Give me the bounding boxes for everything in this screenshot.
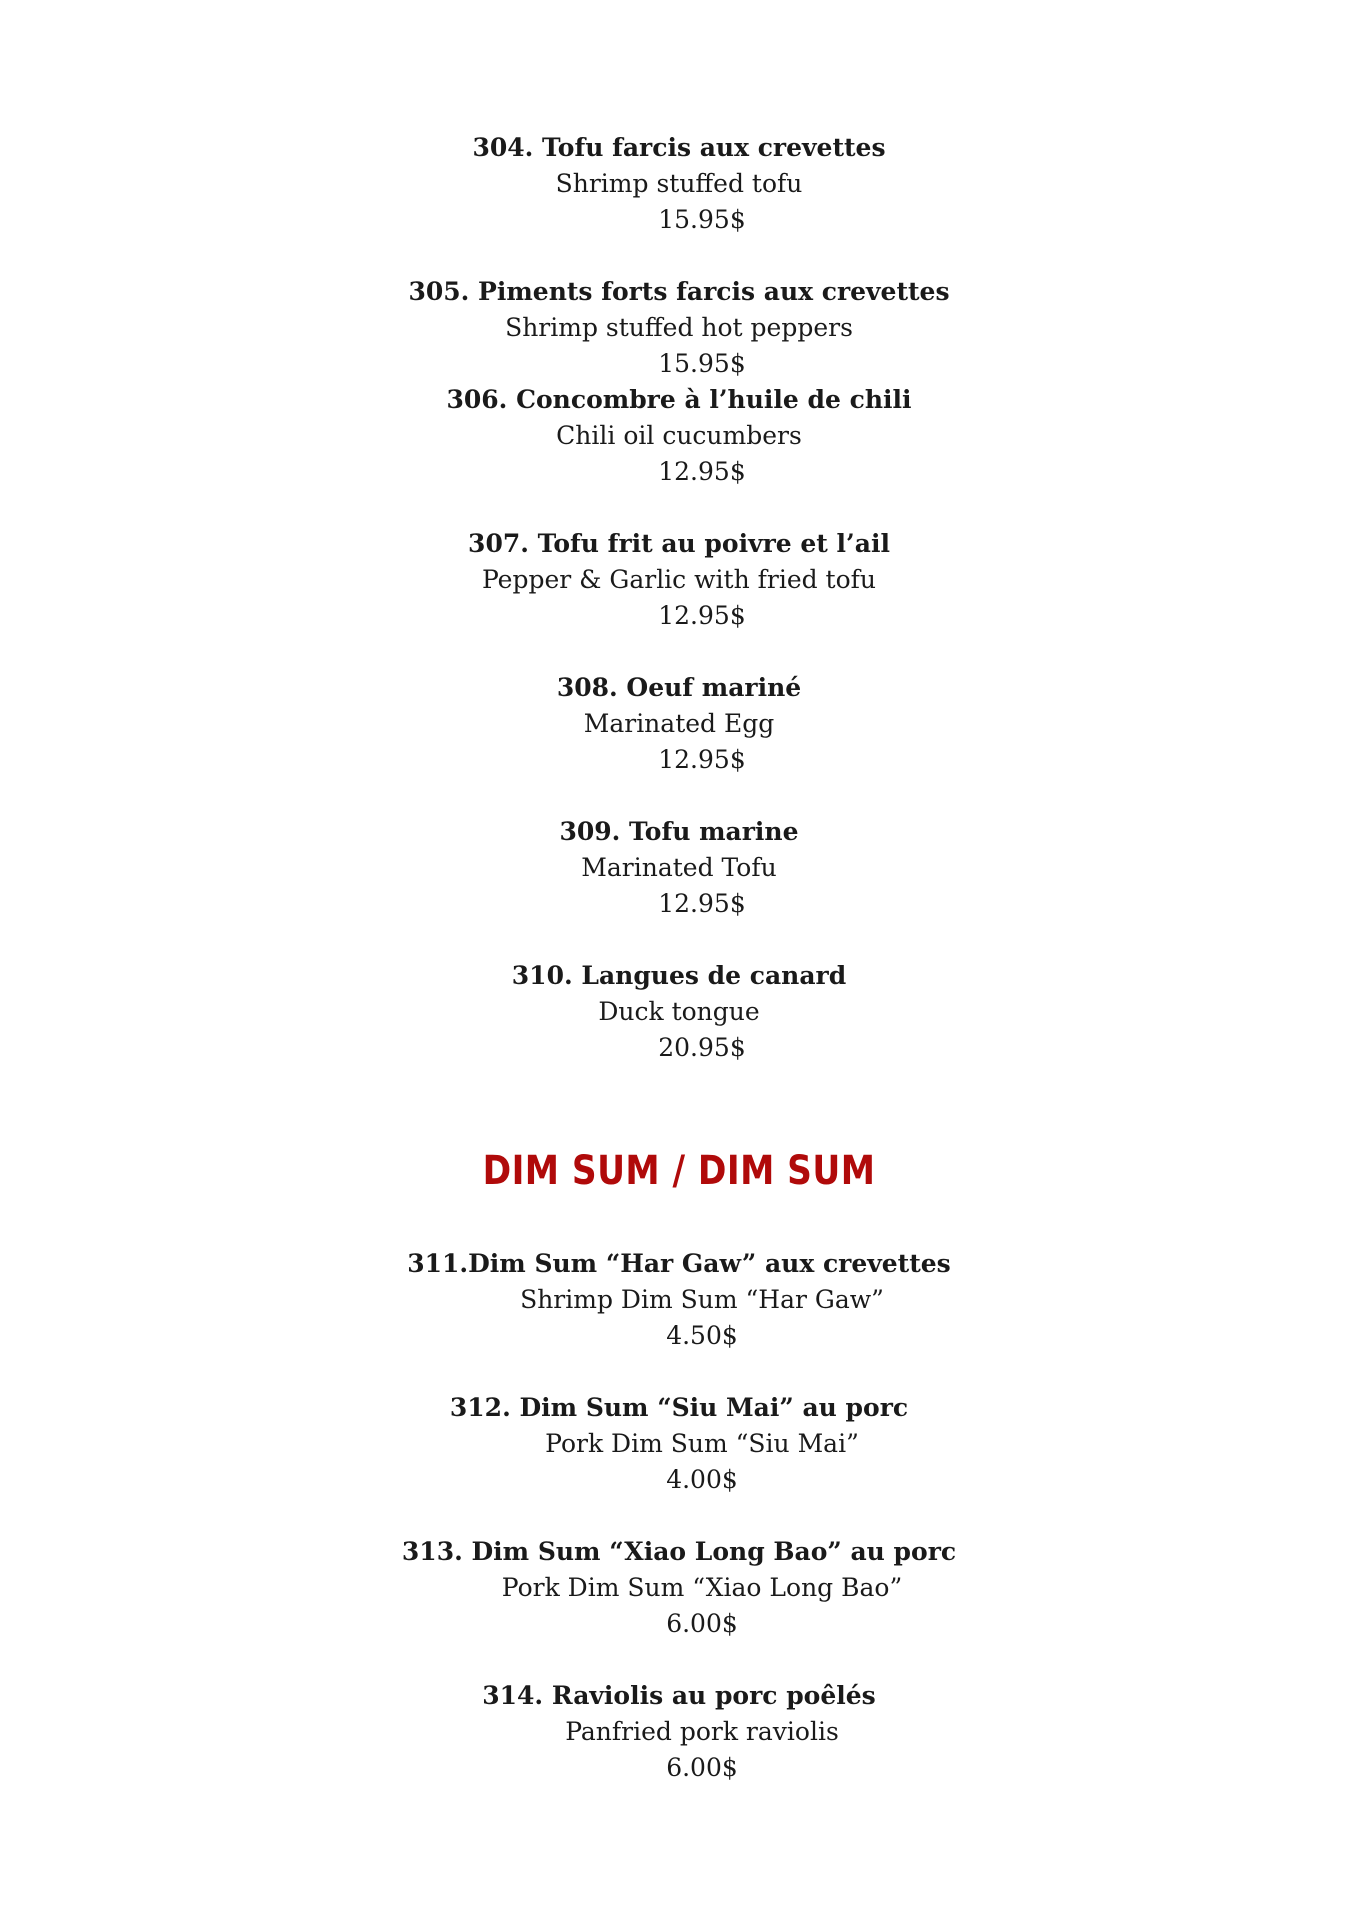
item-title: 312. Dim Sum “Siu Mai” au porc (449, 1393, 909, 1422)
item-subtitle: Marinated Tofu (581, 853, 777, 882)
item-price: 6.00$ (666, 1609, 738, 1638)
item-title: 305. Piments forts farcis aux crevettes (408, 277, 950, 306)
item-subtitle: Shrimp stuffed hot peppers (505, 313, 853, 342)
item-title: 304. Tofu farcis aux crevettes (472, 133, 886, 162)
item-price: 15.95$ (658, 205, 746, 234)
item-price: 12.95$ (658, 745, 746, 774)
item-title: 314. Raviolis au porc poêlés (482, 1681, 876, 1710)
item-subtitle: Panfried pork raviolis (565, 1717, 839, 1746)
item-price: 12.95$ (658, 457, 746, 486)
item-title: 310. Langues de canard (511, 961, 847, 990)
item-title: 308. Oeuf mariné (556, 673, 802, 702)
item-title: 313. Dim Sum “Xiao Long Bao” au porc (401, 1537, 957, 1566)
item-subtitle: Duck tongue (598, 997, 760, 1026)
item-price: 4.50$ (666, 1321, 738, 1350)
item-subtitle: Chili oil cucumbers (556, 421, 802, 450)
item-subtitle: Pork Dim Sum “Siu Mai” (545, 1429, 859, 1458)
item-subtitle: Shrimp stuffed tofu (555, 169, 803, 198)
item-title: 307. Tofu frit au poivre et l’ail (468, 529, 890, 558)
item-title: 311.Dim Sum “Har Gaw” aux crevettes (407, 1249, 951, 1278)
item-price: 6.00$ (666, 1753, 738, 1782)
item-price: 20.95$ (658, 1033, 746, 1062)
section-heading: DIM SUM / DIM SUM (482, 1148, 876, 1194)
item-title: 306. Concombre à l’huile de chili (446, 385, 912, 414)
item-subtitle: Pork Dim Sum “Xiao Long Bao” (501, 1573, 903, 1602)
item-price: 4.00$ (666, 1465, 738, 1494)
item-subtitle: Pepper & Garlic with fried tofu (481, 565, 877, 594)
item-title: 309. Tofu marine (559, 817, 799, 846)
item-subtitle: Marinated Egg (583, 709, 775, 738)
item-price: 12.95$ (658, 601, 746, 630)
item-price: 12.95$ (658, 889, 746, 918)
item-subtitle: Shrimp Dim Sum “Har Gaw” (520, 1285, 884, 1314)
item-price: 15.95$ (658, 349, 746, 378)
